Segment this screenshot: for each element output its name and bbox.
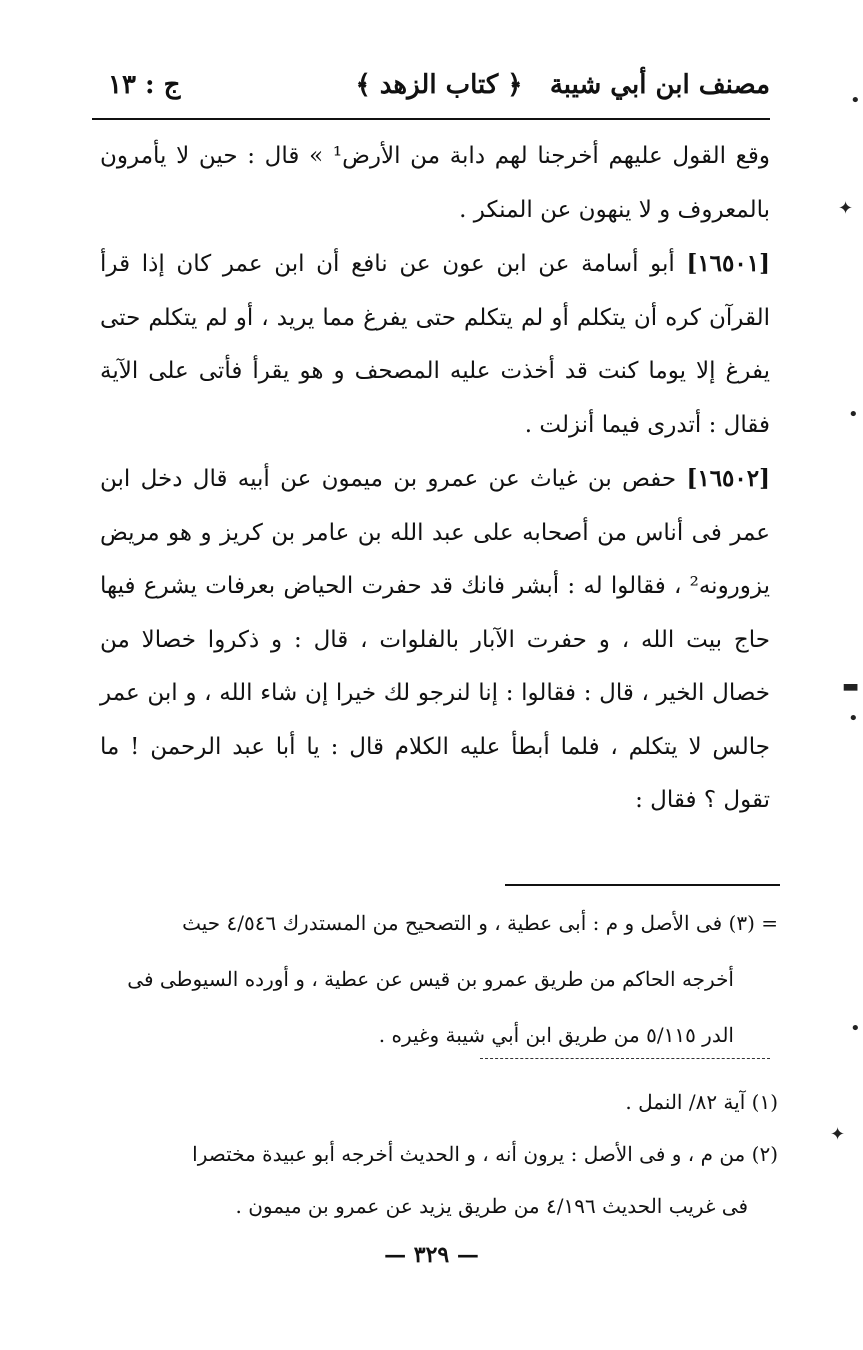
footnote-1: (١) آية ٨٢/ النمل . [625,1090,778,1114]
hadith-text: أبو أسامة عن ابن عون عن نافع أن ابن عمر كان إذا قرأ القرآن كره أن يتكلم أو لم يتكلم حتى يفرغ مما يريد ، أو لم يتكلم حتى يفرغ إلا يوما كنت قد أخذت عليه المصحف و هو يقرأ فأتى على الآية فقال : أتدرى فيما أنزلت . [100,251,770,438]
hadith-text: حفص بن غياث عن عمرو بن ميمون عن أبيه قال دخل ابن عمر فى أناس من أصحابه على عبد الله بن عامر بن كريز و هو مريض يزورونه² ، فقالوا له : أبشر فانك قد حفرت الحياض بعرفات يشرع فيها حاج بيت الله ، و حفرت الآبار بالفلوات ، قال : و ذكروا خصالا من خصال الخير ، قال : فقالوا : إنا لنرجو لك خيرا إن شاء الله ، و ابن عمر جالس لا يتكلم ، فلما أبطأ عليه الكلام قال : يا أبا عبد الرحمن ! ما تقول ؟ فقال : [100,466,770,813]
footnote-line: الدر ٥/١١٥ من طريق ابن أبي شيبة وغيره . [378,1023,734,1047]
running-header [108,62,770,112]
footnote-separator [505,884,780,886]
scan-speck: • [850,1018,861,1039]
footnote-line: أخرجه الحاكم من طريق عمرو بن قيس عن عطية ، و أورده السيوطى فى [127,967,734,991]
footnote-line: = (٣) فى الأصل و م : أبى عطية ، و التصحيح من المستدرك ٤/٥٤٦ حيث [182,911,778,935]
scan-speck: • [848,404,859,425]
hadith-number: [١٦٥٠١] [686,250,770,277]
scan-speck: ▬ [842,676,860,697]
hadith-16501 [100,237,770,452]
paragraph-continuation: وقع القول عليهم أخرجنا لهم دابة من الأرض¹ » قال : حين لا يأمرون بالمعروف و لا ينهون عن المنكر . [100,143,771,223]
hadith-number: [١٦٥٠٢] [686,465,771,492]
footnote-2-continued: فى غريب الحديث ٤/١٩٦ من طريق يزيد عن عمرو بن ميمون . [235,1194,748,1218]
footnote-continuation [100,895,778,1063]
scan-speck: ✦ [838,198,854,219]
scan-speck: • [850,90,861,111]
volume-number: ج : ١٣ [108,70,181,100]
book-title: مصنف ابن أبي شيبة [549,70,770,100]
footnotes [100,1076,778,1232]
main-text [100,130,770,828]
scan-speck: ✦ [830,1124,846,1145]
section-title: ﴿ كتاب الزهد ﴾ [355,70,523,100]
page-number: — ٣٢٩ — [384,1242,479,1268]
scan-speck: • [848,708,859,729]
hadith-16502 [100,452,770,828]
footnote-2: (٢) من م ، و فى الأصل : يرون أنه ، و الحديث أخرجه أبو عبيدة مختصرا [192,1142,778,1166]
header-rule [92,118,770,120]
footnote-dashed-separator [480,1058,770,1059]
